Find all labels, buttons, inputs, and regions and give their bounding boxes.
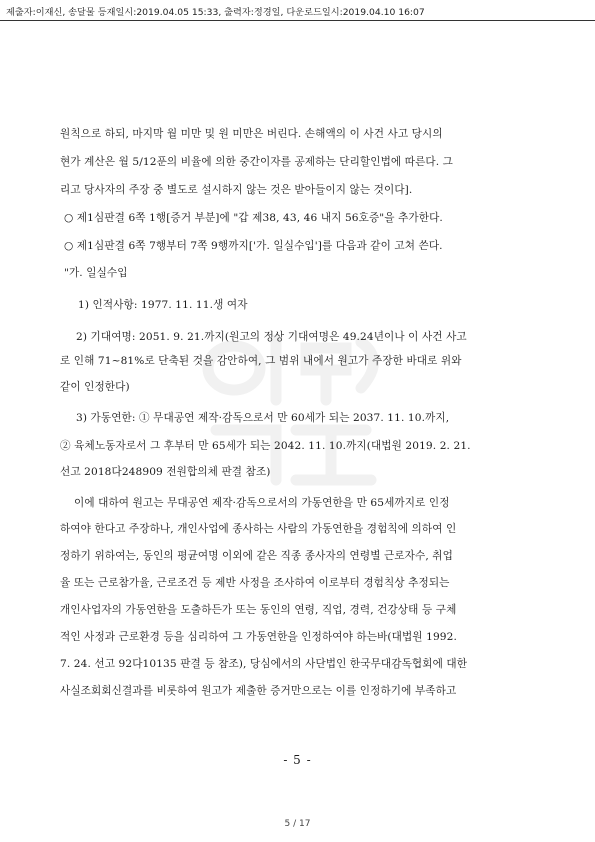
body-line: 2) 기대여명: 2051. 9. 21.까지(원고의 정상 기대여명은 49.24년이나 이 사건 사고: [76, 331, 467, 343]
body-line: 로 인해 71~81%로 단축된 것을 감안하여, 그 범위 내에서 원고가 주장한 바대로 위와: [60, 355, 462, 367]
body-line: 원칙으로 하되, 마지막 월 미만 및 원 미만은 버린다. 손해액의 이 사건 사고 당시의: [60, 128, 443, 140]
body-line: 현가 계산은 월 5/12푼의 비율에 의한 중간이자를 공제하는 단리할인법에 따른다. 그: [60, 156, 454, 168]
body-line: 같이 인정한다): [60, 381, 130, 393]
body-line: 리고 당사자의 주장 중 별도로 설시하지 않는 것은 받아들이지 않는 것이다].: [60, 184, 413, 196]
body-line: 선고 2018다248909 전원합의체 판결 참조): [60, 466, 271, 478]
body-line: 율 또는 근로참가율, 근로조건 등 제반 사정을 조사하여 이로부터 경험칙상 추정되는: [60, 577, 450, 589]
body-line: 1) 인적사항: 1977. 11. 11.생 여자: [78, 299, 248, 311]
body-line: ② 육체노동자로서 그 후부터 만 65세가 되는 2042. 11. 10.까지(대법원 2019. 2. 21.: [60, 440, 471, 452]
body-line: ○ 제1심판결 6쪽 7행부터 7쪽 9행까지['가. 일실수입']를 다음과 같이 고쳐 쓴다.: [64, 240, 443, 252]
body-line: 3) 가동연한: ① 무대공연 제작·감독으로서 만 60세가 되는 2037. 11. 10.까지,: [76, 412, 450, 424]
body-line: 7. 24. 선고 92다10135 판결 등 참조), 당심에서의 사단법인 한국무대감독협회에 대한: [60, 658, 468, 670]
body-line: 사실조회회신결과를 비롯하여 원고가 제출한 증거만으로는 이를 인정하기에 부족하고: [60, 685, 457, 697]
header-divider: [0, 20, 595, 21]
body-line: 적인 사정과 근로환경 등을 심리하여 그 가동연한을 인정하여야 하는바(대법원 1992.: [60, 631, 457, 643]
body-line: 이에 대하여 원고는 무대공연 제작·감독으로서의 가동연한을 만 65세까지로 인정: [74, 497, 450, 509]
body-line: "가. 일실수입: [64, 267, 128, 279]
page-number: - 5 -: [283, 753, 312, 767]
page-count: 5 / 17: [284, 819, 311, 829]
body-line: ○ 제1심판결 6쪽 1행[증거 부분]에 "갑 제38, 43, 46 내지 56호증"을 추가한다.: [64, 212, 443, 224]
body-line: 정하기 위하여는, 동인의 평균여명 이외에 같은 직종 종사자의 연령별 근로자수, 취업: [60, 550, 453, 562]
body-line: 하여야 한다고 주장하나, 개인사업에 종사하는 사람의 가동연한을 경험칙에 의하여 인: [60, 523, 457, 535]
document-header: 제출자:이재신, 송달물 등재일시:2019.04.05 15:33, 출력자:정경일, 다운로드일시:2019.04.10 16:07: [6, 7, 425, 18]
body-line: 개인사업자의 가동연한을 도출하든가 또는 동인의 연령, 직업, 경력, 건강상태 등 구체: [60, 604, 457, 616]
